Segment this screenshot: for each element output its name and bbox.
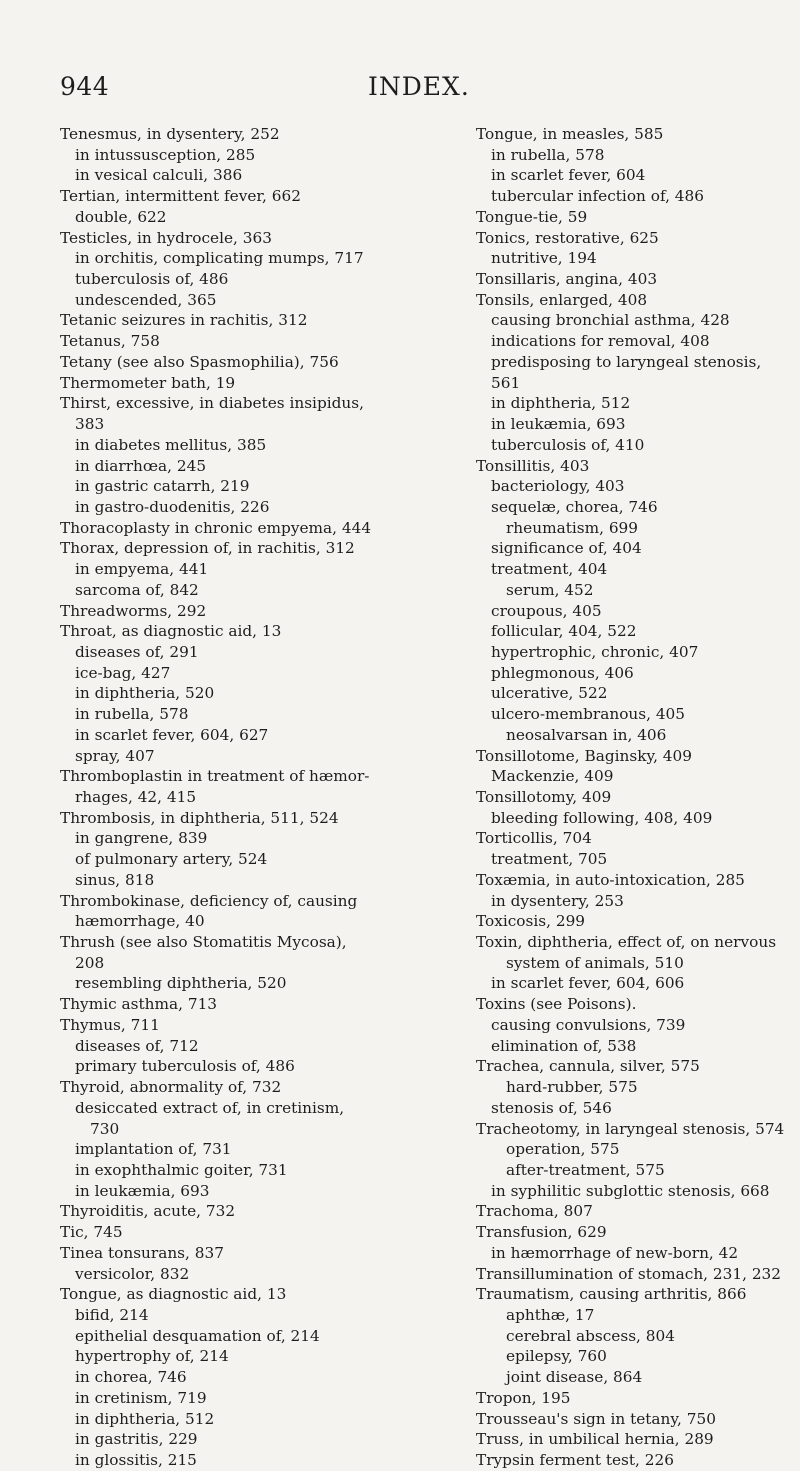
index-entry: Tenesmus, in dysentery, 252 [60, 125, 280, 143]
index-entry: in glossitis, 215 [75, 1451, 197, 1469]
index-entry: hypertrophy of, 214 [75, 1347, 229, 1366]
index-entry: of pulmonary artery, 524 [75, 850, 268, 869]
index-entry: joint disease, 864 [506, 1368, 643, 1387]
index-entry: Thyroiditis, acute, 732 [60, 1202, 236, 1221]
index-entry: Tropon, 195 [476, 1388, 571, 1407]
index-entry: Tonsillaris, angina, 403 [476, 270, 658, 289]
index-column-left [60, 124, 460, 1471]
index-entry: ulcero-membranous, 405 [491, 705, 686, 724]
index-entry: Trousseau's sign in tetany, 750 [476, 1409, 716, 1428]
index-entry: in orchitis, complicating mumps, 717 [75, 249, 364, 268]
index-entry: 561 [491, 373, 521, 392]
index-entry: causing convulsions, 739 [491, 1015, 686, 1034]
index-entry: in rubella, 578 [491, 145, 605, 164]
index-entry: hæmorrhage, 40 [75, 912, 205, 931]
index-entry: Tetanus, 758 [60, 332, 160, 351]
index-entry: serum, 452 [506, 580, 594, 599]
index-entry: Toxæmia, in auto-intoxication, 285 [476, 870, 745, 889]
index-entry: Tracheotomy, in laryngeal stenosis, 574 [476, 1119, 785, 1138]
index-entry: Toxins (see Poisons). [476, 995, 637, 1014]
index-entry: ice-bag, 427 [75, 663, 171, 682]
index-entry: aphthæ, 17 [506, 1305, 595, 1324]
index-entry: rheumatism, 699 [506, 518, 639, 537]
index-entry: Thrombokinase, deficiency of, causing [60, 891, 358, 910]
index-entry: Threadworms, 292 [60, 601, 207, 620]
index-entry: diseases of, 712 [75, 1036, 199, 1055]
index-entry: predisposing to laryngeal stenosis, [491, 352, 762, 371]
index-entry: Mackenzie, 409 [491, 767, 614, 786]
index-entry: versicolor, 832 [75, 1264, 190, 1283]
index-entry: in diphtheria, 512 [491, 394, 631, 413]
index-entry: in leukæmia, 693 [491, 415, 626, 434]
index-entry: 208 [75, 953, 105, 972]
index-entry: Truss, in umbilical hernia, 289 [476, 1430, 714, 1449]
index-entry: in scarlet fever, 604 [491, 166, 646, 185]
index-entry: sinus, 818 [75, 870, 155, 889]
index-entry: epilepsy, 760 [506, 1347, 607, 1366]
index-entry: Tonsils, enlarged, 408 [476, 290, 648, 309]
index-entry: in dysentery, 253 [491, 891, 624, 910]
index-entry: ulcerative, 522 [491, 684, 608, 703]
index-entry: primary tuberculosis of, 486 [75, 1057, 295, 1076]
index-entry: bifid, 214 [75, 1305, 149, 1324]
index-entry: Torticollis, 704 [476, 829, 592, 848]
index-entry: in rubella, 578 [75, 705, 189, 724]
index-column-right [476, 124, 786, 1471]
index-entry: croupous, 405 [491, 601, 602, 620]
index-entry: follicular, 404, 522 [491, 622, 637, 641]
index-entry: indications for removal, 408 [491, 332, 710, 351]
index-entry: Trypsin ferment test, 226 [476, 1451, 674, 1469]
index-entry: hypertrophic, chronic, 407 [491, 642, 699, 661]
index-entry: Tinea tonsurans, 837 [60, 1243, 224, 1262]
index-entry: Tongue, as diagnostic aid, 13 [60, 1285, 287, 1304]
index-entry: Tic, 745 [60, 1223, 123, 1242]
index-entry: Thromboplastin in treatment of hæmor- [60, 767, 370, 786]
page-number: 944 [60, 72, 110, 101]
index-entry: Thyroid, abnormality of, 732 [60, 1078, 282, 1097]
index-entry: in gastritis, 229 [75, 1430, 198, 1449]
index-entry: treatment, 404 [491, 560, 608, 579]
index-entry: Tonsillotome, Baginsky, 409 [476, 746, 693, 765]
index-entry: in cretinism, 719 [75, 1388, 207, 1407]
index-entry: treatment, 705 [491, 850, 608, 869]
index-entry: Thymus, 711 [60, 1015, 160, 1034]
index-entry: resembling diphtheria, 520 [75, 974, 287, 993]
index-entry: tuberculosis of, 410 [491, 435, 645, 454]
index-entry: Trachoma, 807 [476, 1202, 593, 1221]
index-entry: Toxin, diphtheria, effect of, on nervous [476, 933, 777, 952]
index-entry: in leukæmia, 693 [75, 1181, 210, 1200]
index-entry: Tonsillitis, 403 [476, 456, 590, 475]
index-entry: elimination of, 538 [491, 1036, 637, 1055]
index-entry: epithelial desquamation of, 214 [75, 1326, 320, 1345]
index-entry: Tongue, in measles, 585 [476, 125, 664, 143]
index-entry: Trachea, cannula, silver, 575 [476, 1057, 700, 1076]
index-entry: diseases of, 291 [75, 642, 199, 661]
index-entry: tubercular infection of, 486 [491, 187, 704, 206]
index-entry: in diphtheria, 512 [75, 1409, 215, 1428]
index-entry: Traumatism, causing arthritis, 866 [476, 1285, 747, 1304]
index-entry: cerebral abscess, 804 [506, 1326, 675, 1345]
index-entry: operation, 575 [506, 1140, 620, 1159]
index-entry: 730 [90, 1119, 120, 1138]
index-entry: phlegmonous, 406 [491, 663, 634, 682]
index-entry: Tongue-tie, 59 [476, 207, 588, 226]
index-entry: spray, 407 [75, 746, 155, 765]
index-entry: Transfusion, 629 [476, 1223, 607, 1242]
index-entry: sarcoma of, 842 [75, 580, 199, 599]
page-header [0, 72, 800, 102]
index-entry: in exophthalmic goiter, 731 [75, 1160, 288, 1179]
index-entry: sequelæ, chorea, 746 [491, 497, 658, 516]
index-entry: in intussusception, 285 [75, 145, 256, 164]
index-entry: bacteriology, 403 [491, 477, 625, 496]
index-entry: stenosis of, 546 [491, 1098, 612, 1117]
page-title: INDEX. [368, 72, 470, 101]
index-entry: Thermometer bath, 19 [60, 373, 236, 392]
index-entry: Thymic asthma, 713 [60, 995, 218, 1014]
index-entry: after-treatment, 575 [506, 1160, 665, 1179]
index-entry: Thrush (see also Stomatitis Mycosa), [60, 933, 347, 952]
index-entry: nutritive, 194 [491, 249, 597, 268]
index-entry: Thrombosis, in diphtheria, 511, 524 [60, 808, 339, 827]
index-entry: in empyema, 441 [75, 560, 209, 579]
index-entry: rhages, 42, 415 [75, 788, 197, 806]
index-entry: Tonics, restorative, 625 [476, 228, 659, 247]
index-entry: 383 [75, 415, 105, 434]
index-entry: in diphtheria, 520 [75, 684, 215, 703]
index-entry: Tetanic seizures in rachitis, 312 [60, 311, 308, 330]
index-entry: desiccated extract of, in cretinism, [75, 1098, 345, 1117]
index-entry: in scarlet fever, 604, 606 [491, 974, 685, 993]
index-entry: bleeding following, 408, 409 [491, 808, 713, 827]
index-entry: neosalvarsan in, 406 [506, 725, 667, 744]
index-entry: system of animals, 510 [506, 953, 684, 972]
index-entry: Thorax, depression of, in rachitis, 312 [60, 539, 355, 558]
index-entry: tuberculosis of, 486 [75, 270, 229, 289]
index-entry: Thoracoplasty in chronic empyema, 444 [60, 518, 372, 537]
index-entry: significance of, 404 [491, 539, 642, 558]
index-entry: Throat, as diagnostic aid, 13 [60, 622, 282, 641]
index-entry: in gastric catarrh, 219 [75, 477, 250, 496]
index-entry: Thirst, excessive, in diabetes insipidus, [60, 394, 364, 413]
index-entry: Tonsillotomy, 409 [476, 788, 612, 806]
index-entry: Tetany (see also Spasmophilia), 756 [60, 352, 339, 371]
index-entry: in chorea, 746 [75, 1368, 187, 1387]
index-entry: Transillumination of stomach, 231, 232 [476, 1264, 782, 1283]
index-entry: Toxicosis, 299 [476, 912, 586, 931]
index-entry: undescended, 365 [75, 290, 217, 309]
index-entry: Tertian, intermittent fever, 662 [60, 187, 301, 206]
index-entry: in gastro-duodenitis, 226 [75, 497, 270, 516]
index-entry: in syphilitic subglottic stenosis, 668 [491, 1181, 770, 1200]
index-entry: in gangrene, 839 [75, 829, 208, 848]
index-entry: in scarlet fever, 604, 627 [75, 725, 269, 744]
index-entry: in vesical calculi, 386 [75, 166, 243, 185]
index-entry: in hæmorrhage of new-born, 42 [491, 1243, 739, 1262]
index-entry: in diabetes mellitus, 385 [75, 435, 267, 454]
index-entry: in diarrhœa, 245 [75, 456, 207, 475]
index-entry: implantation of, 731 [75, 1140, 232, 1159]
index-entry: Testicles, in hydrocele, 363 [60, 228, 272, 247]
index-entry: double, 622 [75, 207, 167, 226]
index-entry: hard-rubber, 575 [506, 1078, 638, 1097]
index-entry: causing bronchial asthma, 428 [491, 311, 730, 330]
